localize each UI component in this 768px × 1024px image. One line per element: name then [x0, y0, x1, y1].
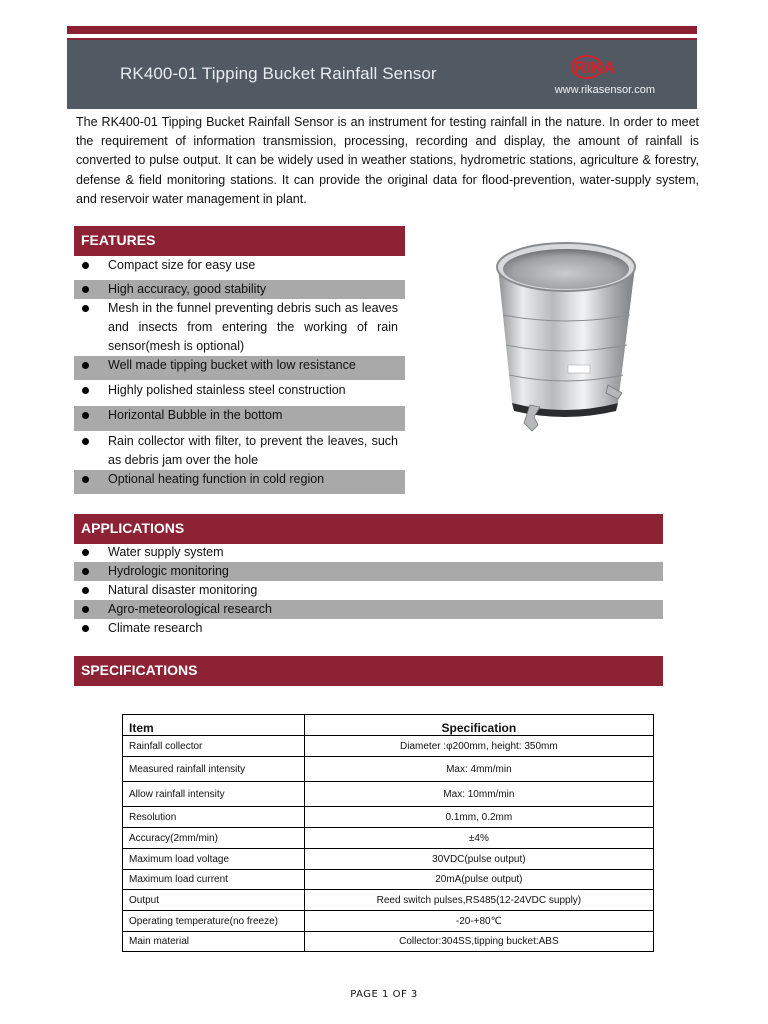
page-header: [67, 40, 697, 109]
bullet-icon: [82, 262, 89, 269]
rika-logo: [570, 52, 642, 82]
specifications-heading: SPECIFICATIONS: [81, 662, 198, 678]
feature-item: Rain collector with filter, to prevent the leaves, such as debris jam over the hole: [74, 432, 405, 470]
bullet-icon: [82, 625, 89, 632]
table-row: Measured rainfall intensity Max: 4mm/min: [123, 757, 654, 782]
feature-item: Compact size for easy use: [74, 256, 405, 276]
applications-heading: APPLICATIONS: [81, 520, 185, 536]
bullet-icon: [82, 568, 89, 575]
page-number: PAGE 1 OF 3: [350, 989, 418, 1000]
bullet-icon: [82, 587, 89, 594]
bullet-icon: [82, 305, 89, 312]
page-title: RK400-01 Tipping Bucket Rainfall Sensor: [120, 64, 437, 83]
bullet-icon: [82, 362, 89, 369]
feature-item: Well made tipping bucket with low resistance: [74, 356, 405, 380]
feature-item: Horizontal Bubble in the bottom: [74, 406, 405, 431]
table-row: Resolution 0.1mm, 0.2mm: [123, 807, 654, 828]
feature-item: Mesh in the funnel preventing debris such as leaves and insects from entering the working of rain sensor(mesh is optional): [74, 299, 405, 356]
applications-heading-bar: [74, 514, 663, 544]
table-row: Operating temperature(no freeze) -20-+80℃: [123, 911, 654, 932]
table-row: Maximum load current 20mA(pulse output): [123, 870, 654, 890]
features-heading: FEATURES: [81, 232, 156, 248]
table-header-row: [123, 715, 654, 736]
table-row: Allow rainfall intensity Max: 10mm/min: [123, 782, 654, 807]
specifications-table: [122, 714, 654, 952]
application-item: Water supply system: [74, 543, 663, 562]
table-row: Main material Collector:304SS,tipping bucket:ABS: [123, 932, 654, 952]
application-item: Natural disaster monitoring: [74, 581, 663, 600]
feature-item: Highly polished stainless steel construction: [74, 381, 405, 405]
column-header-specification: Specification: [304, 715, 653, 736]
website-url: www.rikasensor.com: [554, 84, 655, 96]
table-row: Accuracy(2mm/min) ±4%: [123, 828, 654, 849]
table-row: Rainfall collector Diameter :φ200mm, height: 350mm: [123, 736, 654, 757]
bullet-icon: [82, 476, 89, 483]
application-item: Agro-meteorological research: [74, 600, 663, 619]
table-row: Maximum load voltage 30VDC(pulse output): [123, 849, 654, 870]
feature-item: Optional heating function in cold region: [74, 470, 405, 494]
intro-paragraph: The RK400-01 Tipping Bucket Rainfall Sensor is an instrument for testing rainfall in the nature. In order to meet the requirement of information transmission, processing, recording and display, the amount of rainfall is converted to pulse output. It can be widely used in weather stations, hydrometric stations, agriculture & forestry, defense & field monitoring stations. It can provide the original data for flood-prevention, water-supply system, and reservoir water management in plant.: [76, 115, 699, 206]
features-heading-bar: [74, 226, 405, 256]
bullet-icon: [82, 606, 89, 613]
bullet-icon: [82, 412, 89, 419]
application-item: Climate research: [74, 619, 663, 638]
header-top-stripe: [67, 26, 697, 34]
bullet-icon: [82, 438, 89, 445]
specifications-heading-bar: [74, 656, 663, 686]
application-item: Hydrologic monitoring: [74, 562, 663, 581]
logo-lettering: RIKA: [574, 58, 616, 77]
rain-gauge-product-image: [490, 235, 640, 440]
table-row: Output Reed switch pulses,RS485(12-24VDC supply): [123, 890, 654, 911]
bullet-icon: [82, 286, 89, 293]
bullet-icon: [82, 549, 89, 556]
column-header-item: Item: [123, 715, 305, 736]
feature-item: High accuracy, good stability: [74, 280, 405, 299]
bullet-icon: [82, 387, 89, 394]
